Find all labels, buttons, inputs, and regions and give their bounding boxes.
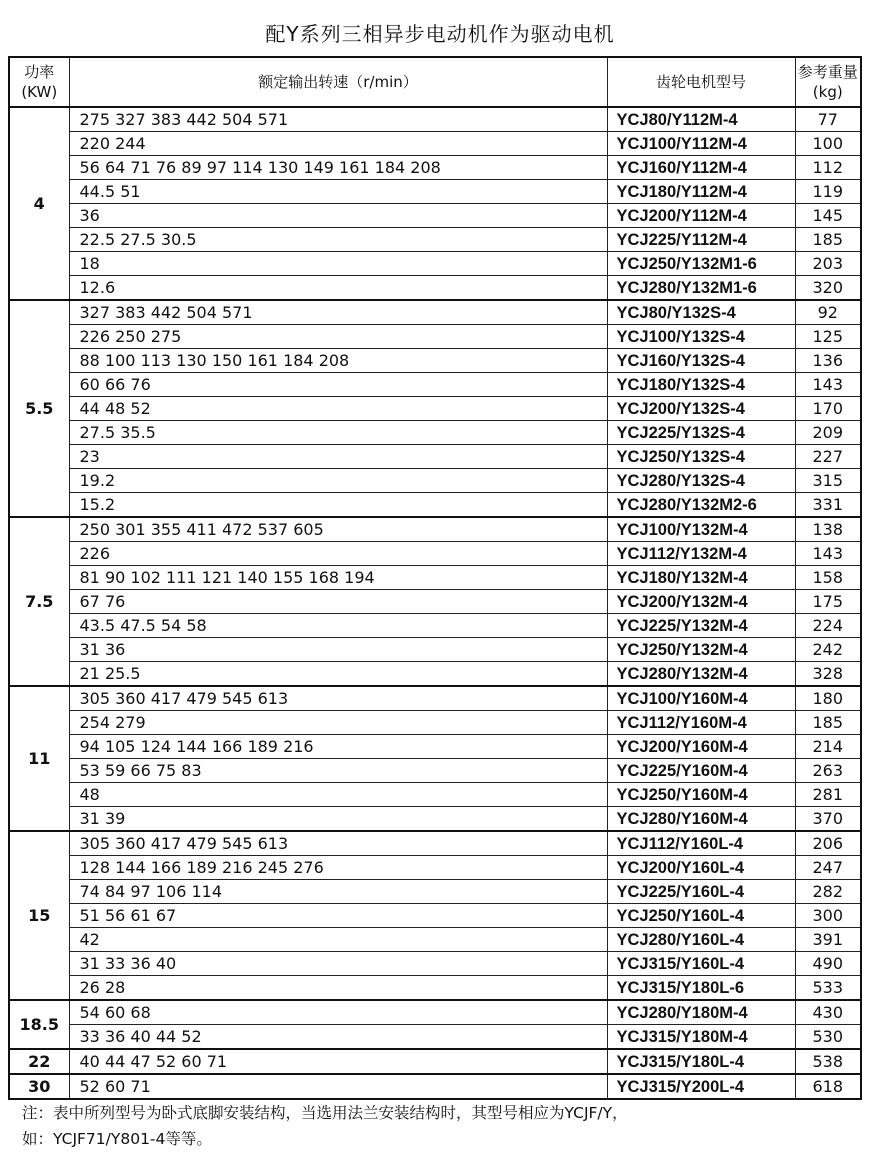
table-row: [9, 421, 861, 445]
power-cell: 15: [9, 831, 69, 1000]
speed-cell: 31 36: [69, 638, 607, 662]
model-cell: YCJ250/Y132S-4: [607, 445, 795, 469]
weight-cell: 391: [795, 928, 861, 952]
speed-cell: 23: [69, 445, 607, 469]
header-speed: 额定输出转速（r/min）: [69, 57, 607, 107]
table-row: [9, 662, 861, 687]
weight-cell: 300: [795, 904, 861, 928]
table-row: [9, 783, 861, 807]
model-cell: YCJ315/Y180L-6: [607, 976, 795, 1001]
model-cell: YCJ250/Y132M1-6: [607, 252, 795, 276]
table-row: [9, 976, 861, 1001]
weight-cell: 242: [795, 638, 861, 662]
weight-cell: 538: [795, 1049, 861, 1074]
speed-cell: 67 76: [69, 590, 607, 614]
weight-cell: 100: [795, 132, 861, 156]
model-cell: YCJ200/Y112M-4: [607, 204, 795, 228]
table-row: [9, 638, 861, 662]
weight-cell: 136: [795, 349, 861, 373]
table-row: [9, 566, 861, 590]
model-cell: YCJ250/Y132M-4: [607, 638, 795, 662]
model-cell: YCJ200/Y160L-4: [607, 856, 795, 880]
weight-cell: 315: [795, 469, 861, 493]
weight-cell: 180: [795, 686, 861, 711]
model-cell: YCJ100/Y160M-4: [607, 686, 795, 711]
table-row: [9, 397, 861, 421]
model-cell: YCJ280/Y180M-4: [607, 1000, 795, 1025]
model-cell: YCJ225/Y160L-4: [607, 880, 795, 904]
table-row: [9, 276, 861, 301]
footnote-line-2: 如：YCJF71/Y801-4等等。: [22, 1130, 212, 1148]
model-cell: YCJ250/Y160M-4: [607, 783, 795, 807]
footnote-line-1: 注：表中所列型号为卧式底脚安装结构，当选用法兰安装结构时，其型号相应为YCJF/Y，: [22, 1104, 628, 1122]
weight-cell: 530: [795, 1025, 861, 1050]
weight-cell: 209: [795, 421, 861, 445]
model-cell: YCJ100/Y112M-4: [607, 132, 795, 156]
speed-cell: 22.5 27.5 30.5: [69, 228, 607, 252]
power-cell: 30: [9, 1074, 69, 1099]
table-row: [9, 807, 861, 832]
power-cell: 5.5: [9, 300, 69, 517]
model-cell: YCJ315/Y180L-4: [607, 1049, 795, 1074]
table-row: [9, 904, 861, 928]
model-cell: YCJ225/Y132M-4: [607, 614, 795, 638]
speed-cell: 15.2: [69, 493, 607, 518]
table-row: [9, 349, 861, 373]
model-cell: YCJ80/Y132S-4: [607, 300, 795, 325]
speed-cell: 54 60 68: [69, 1000, 607, 1025]
weight-cell: 143: [795, 542, 861, 566]
table-row: [9, 300, 861, 325]
weight-cell: 158: [795, 566, 861, 590]
model-cell: YCJ225/Y160M-4: [607, 759, 795, 783]
model-cell: YCJ80/Y112M-4: [607, 107, 795, 132]
speed-cell: 327 383 442 504 571: [69, 300, 607, 325]
weight-cell: 281: [795, 783, 861, 807]
weight-cell: 112: [795, 156, 861, 180]
weight-cell: 533: [795, 976, 861, 1001]
speed-cell: 53 59 66 75 83: [69, 759, 607, 783]
table-row: [9, 156, 861, 180]
speed-cell: 226: [69, 542, 607, 566]
speed-cell: 60 66 76: [69, 373, 607, 397]
speed-cell: 52 60 71: [69, 1074, 607, 1099]
model-cell: YCJ280/Y132M-4: [607, 662, 795, 687]
speed-cell: 21 25.5: [69, 662, 607, 687]
speed-cell: 42: [69, 928, 607, 952]
weight-cell: 119: [795, 180, 861, 204]
weight-cell: 370: [795, 807, 861, 832]
table-row: [9, 614, 861, 638]
weight-cell: 125: [795, 325, 861, 349]
weight-cell: 227: [795, 445, 861, 469]
speed-cell: 305 360 417 479 545 613: [69, 686, 607, 711]
weight-cell: 77: [795, 107, 861, 132]
model-cell: YCJ200/Y160M-4: [607, 735, 795, 759]
table-row: [9, 1025, 861, 1050]
speed-cell: 36: [69, 204, 607, 228]
speed-cell: 48: [69, 783, 607, 807]
model-cell: YCJ315/Y160L-4: [607, 952, 795, 976]
speed-cell: 128 144 166 189 216 245 276: [69, 856, 607, 880]
speed-cell: 33 36 40 44 52: [69, 1025, 607, 1050]
model-cell: YCJ160/Y132S-4: [607, 349, 795, 373]
weight-cell: 185: [795, 228, 861, 252]
power-cell: 7.5: [9, 517, 69, 686]
speed-cell: 56 64 71 76 89 97 114 130 149 161 184 208: [69, 156, 607, 180]
power-cell: 22: [9, 1049, 69, 1074]
table-row: [9, 107, 861, 132]
page-title: 配Y系列三相异步电动机作为驱动电机: [265, 22, 615, 46]
table-row: [9, 1074, 861, 1099]
model-cell: YCJ315/Y200L-4: [607, 1074, 795, 1099]
table-row: [9, 493, 861, 518]
model-cell: YCJ280/Y160M-4: [607, 807, 795, 832]
weight-cell: 138: [795, 517, 861, 542]
table-row: [9, 542, 861, 566]
table-row: [9, 952, 861, 976]
speed-cell: 226 250 275: [69, 325, 607, 349]
weight-cell: 224: [795, 614, 861, 638]
speed-cell: 254 279: [69, 711, 607, 735]
speed-cell: 44.5 51: [69, 180, 607, 204]
header-model: 齿轮电机型号: [607, 57, 795, 107]
model-cell: YCJ112/Y160L-4: [607, 831, 795, 856]
table-row: [9, 831, 861, 856]
header-weight: 参考重量 (kg): [795, 57, 861, 107]
model-cell: YCJ180/Y132S-4: [607, 373, 795, 397]
table-row: [9, 590, 861, 614]
speed-cell: 44 48 52: [69, 397, 607, 421]
table-header-row: [9, 57, 861, 107]
table-row: [9, 856, 861, 880]
speed-cell: 94 105 124 144 166 189 216: [69, 735, 607, 759]
speed-cell: 51 56 61 67: [69, 904, 607, 928]
weight-cell: 282: [795, 880, 861, 904]
model-cell: YCJ112/Y132M-4: [607, 542, 795, 566]
weight-cell: 331: [795, 493, 861, 518]
table-row: [9, 711, 861, 735]
power-cell: 4: [9, 107, 69, 300]
table-row: [9, 252, 861, 276]
table-row: [9, 759, 861, 783]
weight-cell: 430: [795, 1000, 861, 1025]
model-cell: YCJ225/Y132S-4: [607, 421, 795, 445]
model-cell: YCJ280/Y132M1-6: [607, 276, 795, 301]
weight-cell: 618: [795, 1074, 861, 1099]
table-row: [9, 928, 861, 952]
model-cell: YCJ200/Y132S-4: [607, 397, 795, 421]
weight-cell: 143: [795, 373, 861, 397]
table-body: [9, 107, 861, 1099]
footnote: [22, 1100, 628, 1152]
speed-cell: 12.6: [69, 276, 607, 301]
table-row: [9, 325, 861, 349]
weight-cell: 214: [795, 735, 861, 759]
table-row: [9, 373, 861, 397]
model-cell: YCJ280/Y132M2-6: [607, 493, 795, 518]
model-cell: YCJ315/Y180M-4: [607, 1025, 795, 1050]
speed-cell: 275 327 383 442 504 571: [69, 107, 607, 132]
model-cell: YCJ280/Y160L-4: [607, 928, 795, 952]
table-row: [9, 204, 861, 228]
speed-cell: 31 39: [69, 807, 607, 832]
table-row: [9, 517, 861, 542]
weight-cell: 203: [795, 252, 861, 276]
table-row: [9, 228, 861, 252]
speed-cell: 220 244: [69, 132, 607, 156]
table-row: [9, 445, 861, 469]
power-cell: 18.5: [9, 1000, 69, 1049]
model-cell: YCJ180/Y112M-4: [607, 180, 795, 204]
weight-cell: 328: [795, 662, 861, 687]
weight-cell: 490: [795, 952, 861, 976]
speed-cell: 81 90 102 111 121 140 155 168 194: [69, 566, 607, 590]
speed-cell: 43.5 47.5 54 58: [69, 614, 607, 638]
table-row: [9, 880, 861, 904]
model-cell: YCJ100/Y132S-4: [607, 325, 795, 349]
table-row: [9, 1049, 861, 1074]
table-row: [9, 132, 861, 156]
model-cell: YCJ200/Y132M-4: [607, 590, 795, 614]
model-cell: YCJ100/Y132M-4: [607, 517, 795, 542]
motor-spec-table: [8, 56, 862, 1100]
model-cell: YCJ112/Y160M-4: [607, 711, 795, 735]
weight-cell: 206: [795, 831, 861, 856]
table-row: [9, 1000, 861, 1025]
speed-cell: 26 28: [69, 976, 607, 1001]
weight-cell: 175: [795, 590, 861, 614]
speed-cell: 74 84 97 106 114: [69, 880, 607, 904]
weight-cell: 145: [795, 204, 861, 228]
speed-cell: 88 100 113 130 150 161 184 208: [69, 349, 607, 373]
model-cell: YCJ225/Y112M-4: [607, 228, 795, 252]
model-cell: YCJ280/Y132S-4: [607, 469, 795, 493]
power-cell: 11: [9, 686, 69, 831]
weight-cell: 185: [795, 711, 861, 735]
speed-cell: 18: [69, 252, 607, 276]
speed-cell: 40 44 47 52 60 71: [69, 1049, 607, 1074]
speed-cell: 31 33 36 40: [69, 952, 607, 976]
weight-cell: 170: [795, 397, 861, 421]
model-cell: YCJ250/Y160L-4: [607, 904, 795, 928]
weight-cell: 320: [795, 276, 861, 301]
table-row: [9, 686, 861, 711]
model-cell: YCJ180/Y132M-4: [607, 566, 795, 590]
weight-cell: 263: [795, 759, 861, 783]
header-power: 功率 (KW): [9, 57, 69, 107]
weight-cell: 247: [795, 856, 861, 880]
speed-cell: 250 301 355 411 472 537 605: [69, 517, 607, 542]
table-row: [9, 735, 861, 759]
table-row: [9, 469, 861, 493]
model-cell: YCJ160/Y112M-4: [607, 156, 795, 180]
table-row: [9, 180, 861, 204]
speed-cell: 27.5 35.5: [69, 421, 607, 445]
speed-cell: 19.2: [69, 469, 607, 493]
speed-cell: 305 360 417 479 545 613: [69, 831, 607, 856]
weight-cell: 92: [795, 300, 861, 325]
